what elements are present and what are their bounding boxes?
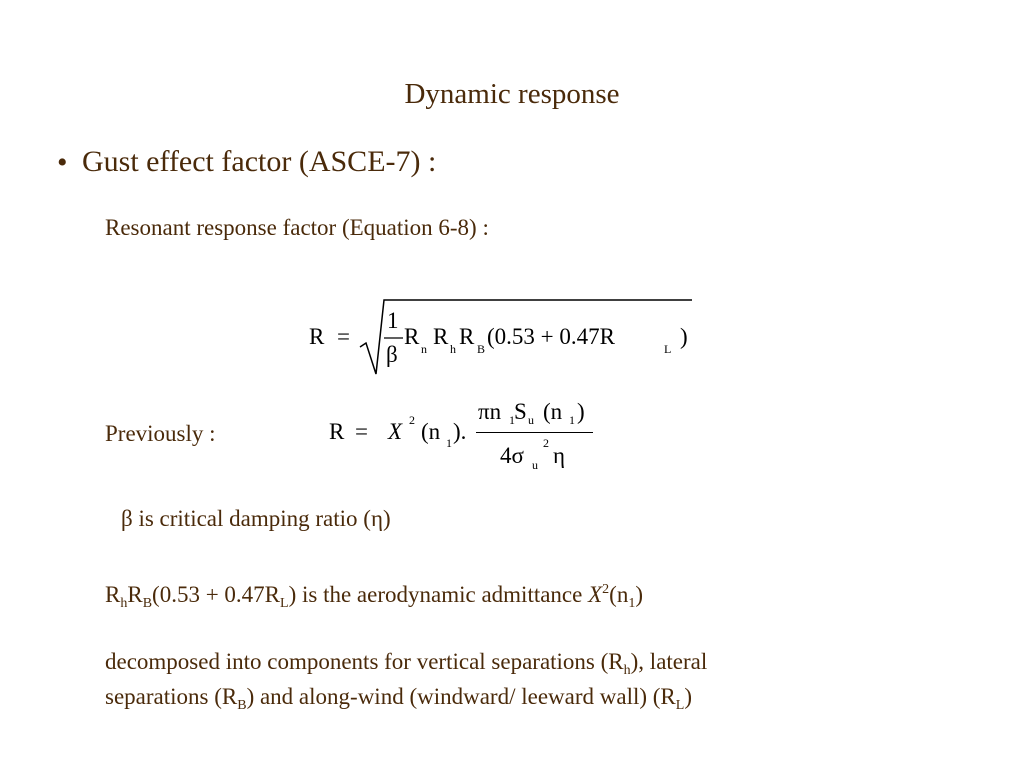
admit-n-open: (n xyxy=(609,582,629,607)
eq1-B-sub: B xyxy=(477,342,486,356)
eq2-den-sub-u: u xyxy=(532,458,538,472)
eq1-R1: R xyxy=(404,324,420,349)
eq1-close: ) xyxy=(680,324,688,349)
admit-L-sub: L xyxy=(280,596,289,611)
eq2-arg-sub: 1 xyxy=(446,436,452,450)
decomp1-tail: ), lateral xyxy=(630,649,708,674)
eq2-num-paren: (n xyxy=(543,399,563,424)
eq1-R3: R xyxy=(459,324,475,349)
beta-text: is critical damping ratio ( xyxy=(132,506,371,531)
eq2-sq: 2 xyxy=(409,413,415,427)
eq2-chi: X xyxy=(388,419,403,444)
admit-sq: 2 xyxy=(602,582,610,597)
eq2-den-eta: η xyxy=(553,443,566,468)
eq1-h-sub: h xyxy=(450,342,456,356)
eq2-den-4sigma: 4σ xyxy=(500,443,524,468)
admit-mid: (0.53 + 0.47R xyxy=(152,582,281,607)
slide-title: Dynamic response xyxy=(404,78,620,110)
admit-chi: X xyxy=(588,582,603,607)
decomp2-L-sub: L xyxy=(675,698,685,713)
beta-symbol: β xyxy=(121,506,133,531)
eq1-R2: R xyxy=(433,324,449,349)
bullet-text: Gust effect factor (ASCE-7) : xyxy=(82,145,437,178)
decomposition-line-1 xyxy=(105,649,708,678)
admit-one-sub: 1 xyxy=(628,596,636,611)
admit-h-sub: h xyxy=(120,596,128,611)
eq1-paren: (0.53 + 0.47R xyxy=(487,324,615,349)
previously-label: Previously : xyxy=(105,421,216,446)
eq2-num-close: ) xyxy=(577,399,585,424)
eq2-den-sup: 2 xyxy=(543,436,549,450)
admit-text: ) is the aerodynamic admittance xyxy=(288,582,589,607)
eq2-equals: = xyxy=(355,419,368,444)
decomposition-line-2 xyxy=(105,684,692,713)
eq2-num-sub2: 1 xyxy=(569,413,575,427)
eq2-arg: (n xyxy=(421,419,441,444)
decomp2-B-sub: B xyxy=(237,698,247,713)
eq2-num-S: S xyxy=(514,399,527,424)
subheading: Resonant response factor (Equation 6-8) : xyxy=(105,215,489,240)
decomp2-mid: ) and along-wind (windward/ leeward wall) (R xyxy=(246,684,676,709)
admit-n-close: ) xyxy=(635,582,644,607)
beta-definition xyxy=(121,506,391,532)
eq2-arg-close: ). xyxy=(453,419,467,444)
fraction-bar xyxy=(476,432,593,433)
admit-R2: R xyxy=(127,582,143,607)
bullet-icon: • xyxy=(57,146,68,179)
decomp1-h-sub: h xyxy=(623,663,631,678)
eq1-denominator: β xyxy=(386,342,398,367)
previous-equation xyxy=(325,396,605,476)
eq1-L-sub: L xyxy=(664,342,672,356)
eq1-lhs: R xyxy=(309,324,325,349)
admittance-definition xyxy=(105,582,644,611)
eq1-equals: = xyxy=(337,324,350,349)
eq2-num-sub-u: u xyxy=(528,413,534,427)
decomp2-tail: ) xyxy=(684,684,692,709)
resonant-response-equation xyxy=(300,292,700,376)
eq2-num-sub1: 1 xyxy=(509,413,515,427)
eq2-numerator: πn xyxy=(478,399,502,424)
eq1-n-sub: n xyxy=(421,342,427,356)
eq2-lhs: R xyxy=(329,419,345,444)
eq1-numerator: 1 xyxy=(387,308,399,333)
admit-B-sub: B xyxy=(142,596,153,611)
beta-close: ) xyxy=(382,506,391,531)
eta-symbol: η xyxy=(370,506,383,531)
admit-R1: R xyxy=(105,582,121,607)
decomp1-text: decomposed into components for vertical separations (R xyxy=(105,649,624,674)
decomp2-text: separations (R xyxy=(105,684,238,709)
